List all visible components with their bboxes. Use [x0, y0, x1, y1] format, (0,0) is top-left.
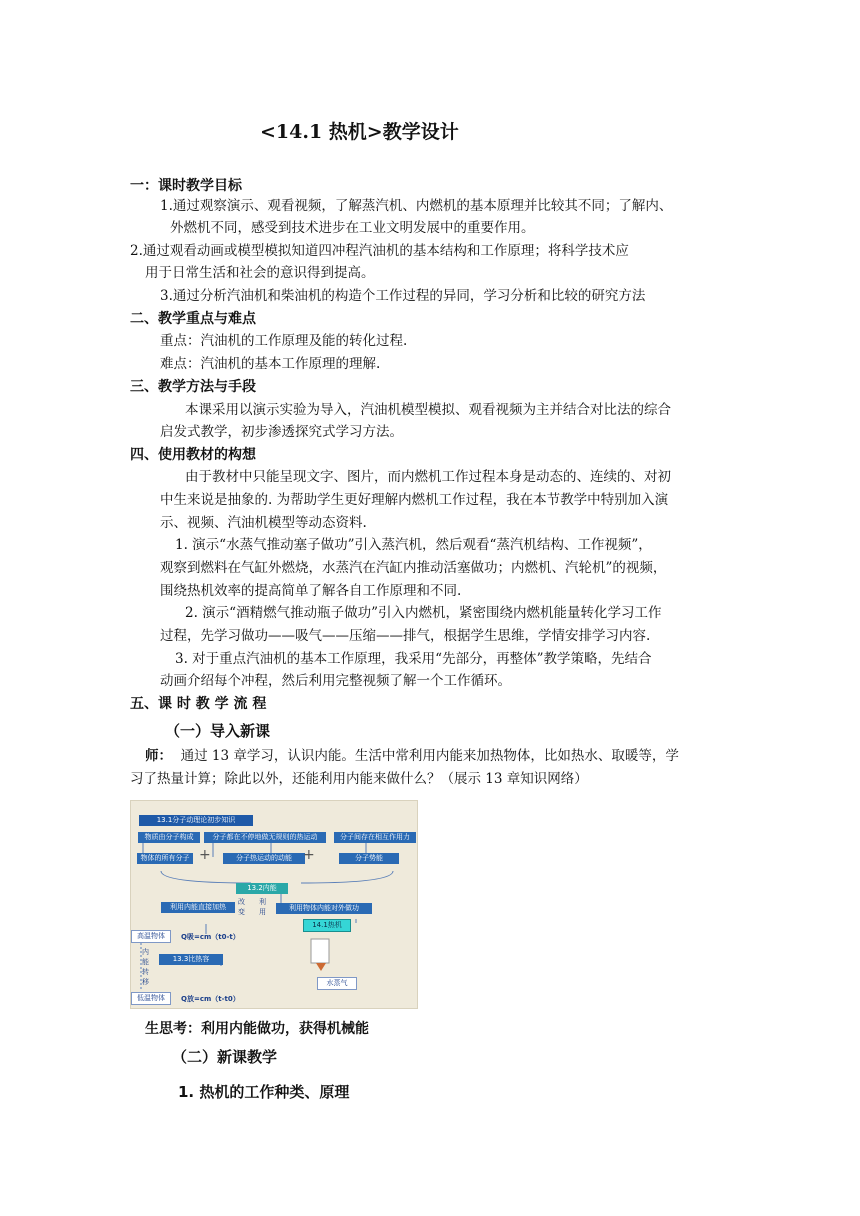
- subsection-intro-heading: （一）导入新课: [165, 722, 271, 740]
- subsection-new-lesson-heading: （二）新课教学: [172, 1048, 278, 1066]
- node-all-molecules: 物体的所有分子: [137, 853, 193, 864]
- label-change-1: 改: [238, 898, 245, 906]
- objective-1-line-1: 1.通过观察演示、观看视频，了解蒸汽机、内燃机的基本原理并比较其不同；了解内、: [160, 198, 673, 214]
- label-transfer-1: 内: [142, 948, 149, 956]
- idea-para-1-line-3: 示、视频、汽油机模型等动态资料.: [160, 515, 367, 531]
- node-thermal-motion: 分子都在不停地做无规则的热运动: [204, 832, 326, 843]
- formula-heat-released: Q放=cm（t-t0）: [181, 995, 240, 1003]
- objective-2-line-2: 用于日常生活和社会的意识得到提高。: [145, 265, 375, 281]
- node-intermolecular-force: 分子间存在相互作用力: [334, 832, 416, 843]
- node-steam: 水蒸气: [317, 977, 357, 990]
- section-1-heading: 一：课时教学目标: [130, 178, 242, 194]
- plus-sign-2: +: [303, 847, 315, 863]
- idea-para-4-line-1: 3. 对于重点汽油机的基本工作原理，我采用“先部分，再整体”教学策略，先结合: [175, 651, 652, 667]
- node-hot-object: 高温物体: [131, 930, 171, 943]
- section-2-heading: 二、教学重点与难点: [130, 311, 256, 327]
- idea-para-2-line-2: 观察到燃料在气缸外燃烧，水蒸汽在汽缸内推动活塞做功；内燃机、汽轮机”的视频，: [160, 560, 667, 576]
- node-direct-heating: 利用内能直接加热: [161, 902, 235, 913]
- section-4-heading: 四、使用教材的构想: [130, 447, 256, 463]
- idea-para-2-line-3: 围绕热机效率的提高简单了解各自工作原理和不同.: [160, 583, 462, 599]
- label-use-2: 用: [259, 908, 266, 916]
- label-transfer-3: 转: [142, 968, 149, 976]
- idea-para-3-line-2: 过程，先学习做功——吸气——压缩——排气，根据学生思维，学情安排学习内容.: [160, 628, 651, 644]
- node-cold-object: 低温物体: [131, 992, 171, 1005]
- node-potential-energy: 分子势能: [339, 853, 399, 864]
- teacher-line-1: [145, 745, 679, 767]
- idea-para-1-line-2: 中生来说是抽象的. 为帮助学生更好理解内燃机工作过程，我在本节教学中特别加入演: [160, 492, 669, 508]
- node-kinetic-energy: 分子热运动的动能: [223, 853, 305, 864]
- formula-heat-absorbed: Q吸=cm（t0-t）: [181, 933, 240, 941]
- objective-1-line-2: 外燃机不同，感受到技术进步在工业文明发展中的重要作用。: [170, 220, 535, 236]
- idea-para-4-line-2: 动画介绍每个冲程，然后利用完整视频了解一个工作循环。: [160, 673, 511, 689]
- label-use-1: 利: [259, 898, 266, 906]
- node-do-work: 利用物体内能对外做功: [276, 903, 372, 914]
- node-14-1-heat-engine: 14.1热机: [303, 919, 351, 932]
- difficult-point: 难点：汽油机的基本工作原理的理解.: [160, 356, 381, 372]
- method-line-1: 本课采用以演示实验为导入，汽油机模型模拟、观看视频为主并结合对比法的综合: [185, 402, 671, 418]
- objective-2-line-1: 2.通过观看动画或模型模拟知道四冲程汽油机的基本结构和工作原理；将科学技术应: [130, 243, 629, 259]
- node-molecules: 物质由分子构成: [138, 832, 200, 843]
- knowledge-network-figure: [130, 800, 418, 1009]
- section-3-heading: 三、教学方法与手段: [130, 379, 256, 395]
- node-13-3: 13.3比热容: [159, 954, 223, 965]
- teacher-text: 通过 13 章学习，认识内能。生活中常利用内能来加热物体，比如热水、取暖等，学: [180, 748, 679, 764]
- section-5-heading: 五、课 时 教 学 流 程: [130, 696, 267, 712]
- idea-para-1-line-1: 由于教材中只能呈现文字、图片，而内燃机工作过程本身是动态的、连续的、对初: [185, 469, 671, 485]
- label-transfer-2: 能: [142, 958, 149, 966]
- document-title: <14.1 热机>教学设计: [260, 121, 459, 143]
- objective-3: 3.通过分析汽油机和柴油机的构造个工作过程的异同，学习分析和比较的研究方法: [160, 288, 646, 304]
- idea-para-2-line-1: 1. 演示“水蒸气推动塞子做功”引入蒸汽机，然后观看“蒸汽机结构、工作视频”，: [175, 537, 652, 553]
- method-line-2: 启发式教学，初步渗透探究式学习方法。: [160, 424, 403, 440]
- label-change-2: 变: [238, 908, 245, 916]
- node-13-2: 13.2内能: [236, 883, 288, 894]
- key-point: 重点：汽油机的工作原理及能的转化过程.: [160, 333, 408, 349]
- teacher-line-2: 习了热量计算；除此以外，还能利用内能来做什么？（展示 13 章知识网络）: [130, 771, 588, 787]
- plus-sign-1: +: [199, 847, 211, 863]
- teacher-label: 师：: [145, 748, 172, 764]
- student-thinking: 生思考：利用内能做功，获得机械能: [145, 1021, 369, 1037]
- idea-para-3-line-1: 2. 演示“酒精燃气推动瓶子做功”引入内燃机，紧密围绕内燃机能量转化学习工作: [185, 605, 662, 621]
- topic-heat-engine-heading: 1. 热机的工作种类、原理: [178, 1083, 350, 1101]
- node-13-1: 13.1分子动理论初步知识: [139, 815, 253, 826]
- label-transfer-4: 移: [142, 978, 149, 986]
